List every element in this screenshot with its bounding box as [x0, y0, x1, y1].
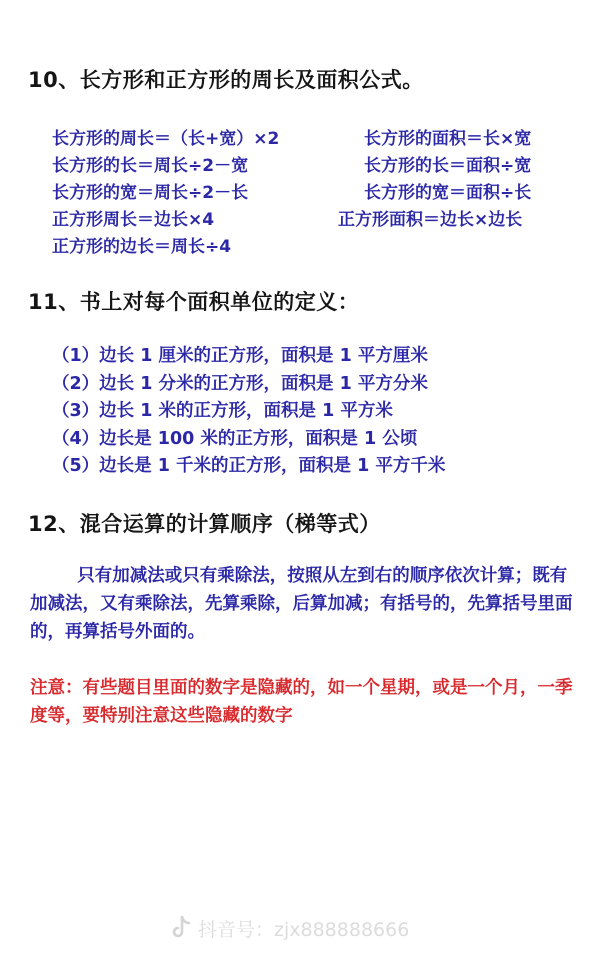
formula-rect-length-from-perimeter: 长方形的长＝周长÷2－宽: [52, 156, 249, 176]
attention-note: 注意：有些题目里面的数字是隐藏的，如一个星期，或是一个月，一季度等，要特别注意这些隐藏的数字: [30, 678, 573, 726]
formula-rect-length-from-area: 长方形的长＝面积÷宽: [364, 156, 532, 176]
formula-square-perimeter: 正方形周长＝边长×4: [52, 210, 215, 230]
definition-item: （1）边长 1 厘米的正方形，面积是 1 平方厘米: [52, 346, 428, 366]
section-11-heading: 11、书上对每个面积单位的定义：: [28, 290, 360, 314]
tiktok-logo-icon: [170, 915, 192, 941]
definition-item: （5）边长是 1 千米的正方形，面积是 1 平方千米: [52, 456, 446, 476]
definition-item: （4）边长是 100 米的正方形，面积是 1 公顷: [52, 429, 418, 449]
formula-square-area: 正方形面积＝边长×边长: [338, 210, 523, 230]
formula-rect-area: 长方形的面积＝长×宽: [364, 129, 532, 149]
section-10-heading: 10、长方形和正方形的周长及面积公式。: [28, 68, 424, 92]
formula-rect-width-from-perimeter: 长方形的宽＝周长÷2－长: [52, 183, 249, 203]
calculation-order-paragraph: 只有加减法或只有乘除法，按照从左到右的顺序依次计算；既有加减法，又有乘除法，先算乘除，后算加减；有括号的，先算括号里面的，再算括号外面的。: [30, 566, 573, 642]
definition-item: （2）边长 1 分米的正方形，面积是 1 平方分米: [52, 374, 428, 394]
formula-rect-perimeter: 长方形的周长＝（长+宽）×2: [52, 129, 280, 149]
watermark-text: 抖音号：zjx888888666: [198, 918, 410, 941]
section-12-heading: 12、混合运算的计算顺序（梯等式）: [28, 512, 381, 536]
formula-square-side: 正方形的边长＝周长÷4: [52, 237, 232, 257]
watermark: [170, 914, 409, 942]
formula-rect-width-from-area: 长方形的宽＝面积÷长: [364, 183, 532, 203]
definition-item: （3）边长 1 米的正方形，面积是 1 平方米: [52, 401, 393, 421]
